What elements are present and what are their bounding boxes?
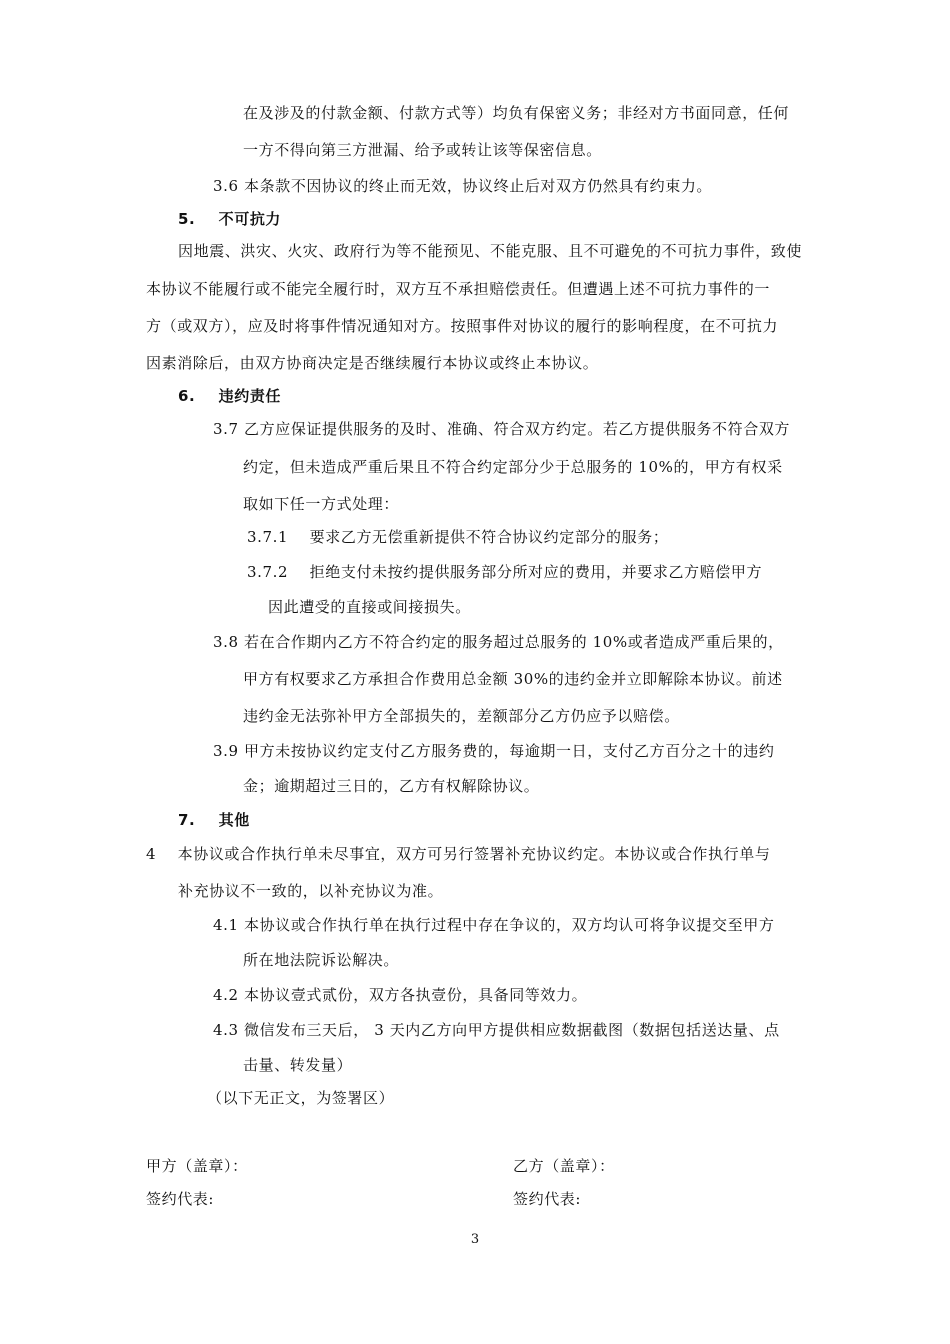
body-text-line: 在及涉及的付款金额、付款方式等）均负有保密义务；非经对方书面同意，任何 [243, 104, 790, 122]
body-text-line: 击量、转发量） [243, 1056, 353, 1074]
party-a-representative-label: 签约代表: [146, 1190, 215, 1208]
body-text-line: 本协议不能履行或不能完全履行时，双方互不承担赔偿责任。但遭遇上述不可抗力事件的一 [146, 280, 771, 298]
body-text-line: 违约金无法弥补甲方全部损失的，差额部分乙方仍应予以赔偿。 [243, 707, 680, 725]
clause-3-8: 3.8 若在合作期内乙方不符合约定的服务超过总服务的 10%或者造成严重后果的， [213, 633, 784, 651]
section-heading-breach-liability: 6. 违约责任 [178, 387, 282, 405]
section-heading-other: 7. 其他 [178, 811, 250, 829]
clause-3-6: 3.6 本条款不因协议的终止而无效，协议终止后对双方仍然具有约束力。 [213, 177, 713, 195]
body-text-line: 因此遭受的直接或间接损失。 [268, 598, 471, 616]
clause-4: 4 本协议或合作执行单未尽事宜，双方可另行签署补充协议约定。本协议或合作执行单与 [146, 845, 771, 863]
body-text-line: 所在地法院诉讼解决。 [243, 951, 400, 969]
clause-4-2: 4.2 本协议壹式贰份，双方各执壹份，具备同等效力。 [213, 986, 588, 1004]
body-text-line: 金；逾期超过三日的，乙方有权解除协议。 [243, 777, 540, 795]
section-heading-force-majeure: 5. 不可抗力 [178, 210, 282, 228]
party-b-seal-label: 乙方（盖章）： [513, 1157, 615, 1175]
body-text-line: 补充协议不一致的，以补充协议为准。 [178, 882, 444, 900]
body-text-line: 甲方有权要求乙方承担合作费用总金额 30%的违约金并立即解除本协议。前述 [243, 670, 783, 688]
clause-3-7: 3.7 乙方应保证提供服务的及时、准确、符合双方约定。若乙方提供服务不符合双方 [213, 420, 791, 438]
end-of-text-note: （以下无正文，为签署区） [207, 1089, 395, 1107]
body-text-line: 约定，但未造成严重后果且不符合约定部分少于总服务的 10%的，甲方有权采 [243, 458, 783, 476]
clause-3-9: 3.9 甲方未按协议约定支付乙方服务费的，每逾期一日，支付乙方百分之十的违约 [213, 742, 775, 760]
body-text-line: 因地震、洪灾、火灾、政府行为等不能预见、不能克服、且不可避免的不可抗力事件，致使 [178, 242, 803, 260]
body-text-line: 一方不得向第三方泄漏、给予或转让该等保密信息。 [243, 141, 602, 159]
body-text-line: 方（或双方），应及时将事件情况通知对方。按照事件对协议的履行的影响程度，在不可抗力 [146, 317, 779, 335]
clause-4-3: 4.3 微信发布三天后， 3 天内乙方向甲方提供相应数据截图（数据包括送达量、点 [213, 1021, 780, 1039]
body-text-line: 因素消除后，由双方协商决定是否继续履行本协议或终止本协议。 [146, 354, 599, 372]
clause-3-7-1: 3.7.1 要求乙方无偿重新提供不符合协议约定部分的服务； [247, 528, 669, 546]
page-number: 3 [470, 1232, 480, 1247]
clause-4-1: 4.1 本协议或合作执行单在执行过程中存在争议的，双方均认可将争议提交至甲方 [213, 916, 775, 934]
clause-3-7-2: 3.7.2 拒绝支付未按约提供服务部分所对应的费用，并要求乙方赔偿甲方 [247, 563, 763, 581]
body-text-line: 取如下任一方式处理： [243, 495, 400, 513]
party-b-representative-label: 签约代表: [513, 1190, 582, 1208]
party-a-seal-label: 甲方（盖章）： [146, 1157, 248, 1175]
